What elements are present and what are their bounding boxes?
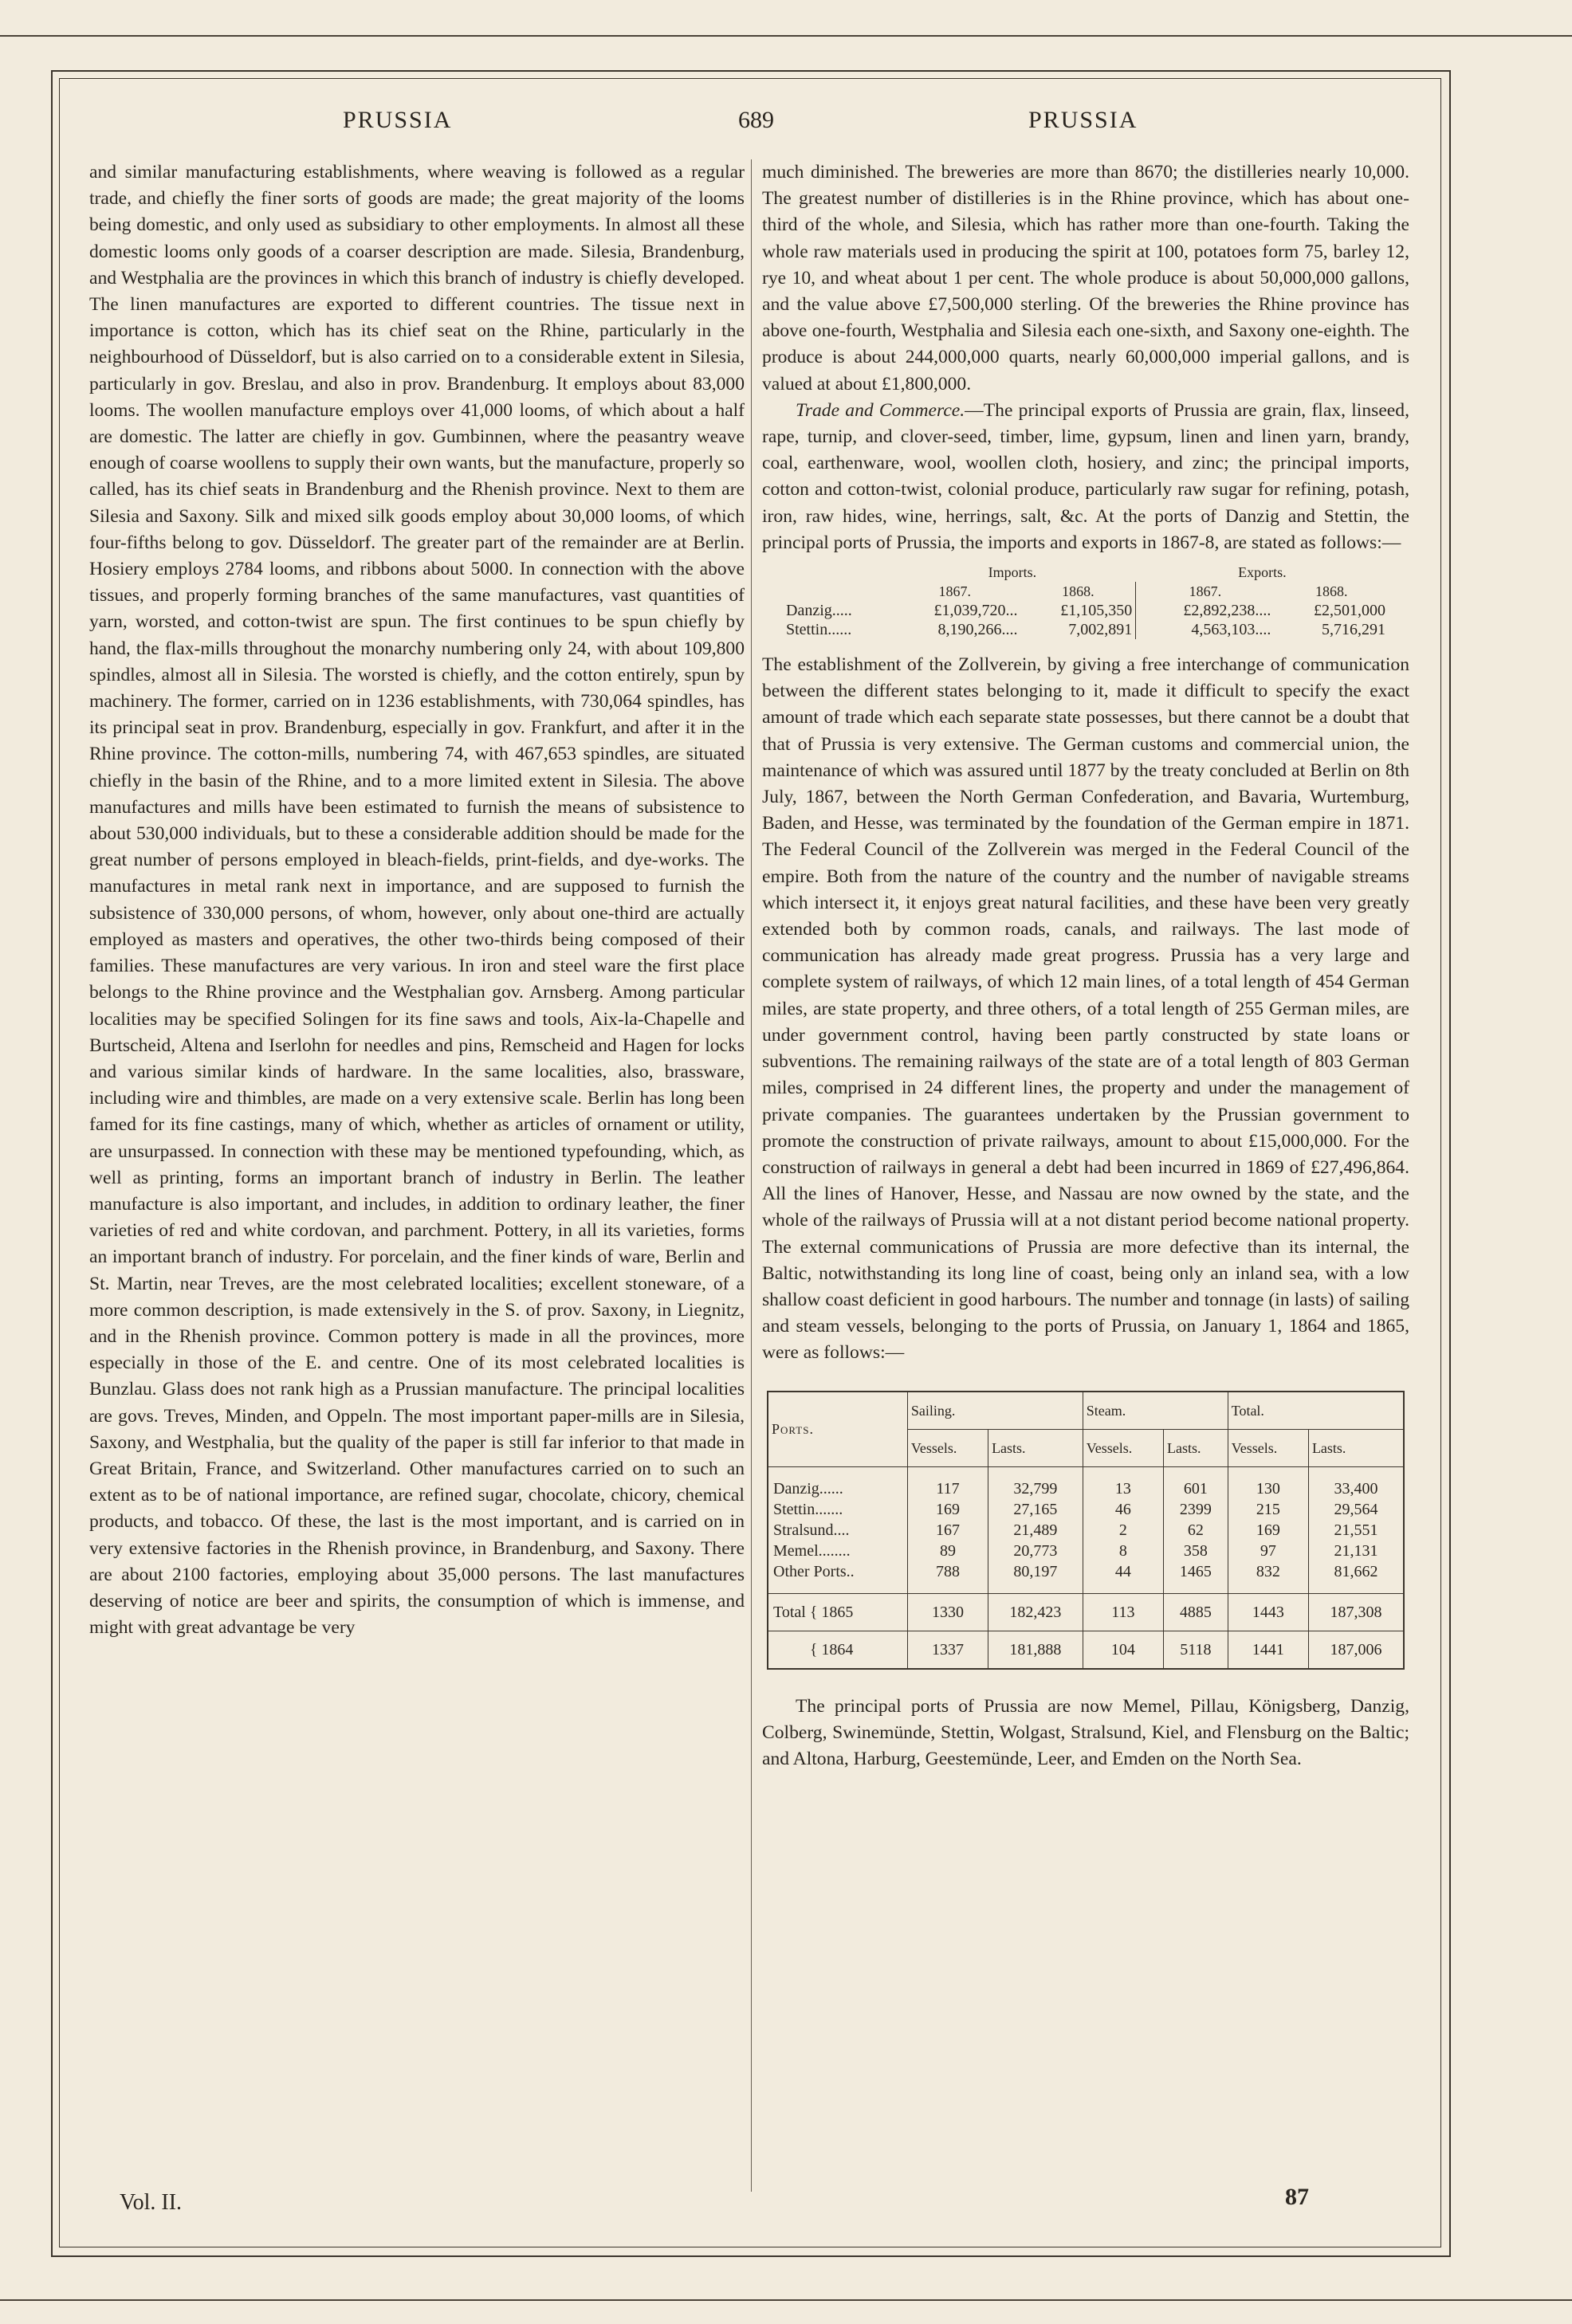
cell-value: 167 <box>907 1520 988 1541</box>
cell-value: 7,002,891 <box>1021 620 1136 639</box>
cell-value: £1,039,720... <box>933 602 1018 620</box>
imports-exports-table <box>783 563 1389 639</box>
cell-value: 358 <box>1164 1541 1228 1561</box>
cell-value: 27,165 <box>988 1499 1083 1520</box>
right-column <box>762 159 1409 1772</box>
cell-value: 4885 <box>1164 1593 1228 1631</box>
cell-value: 8 <box>1083 1541 1163 1561</box>
section-heading-trade: Trade and Commerce. <box>796 399 965 421</box>
imports-header: Imports. <box>988 564 1037 581</box>
total-row <box>768 1593 1404 1631</box>
cell-value: 1337 <box>907 1631 988 1669</box>
vessels-header: Vessels. <box>907 1429 988 1466</box>
cell-value: 182,423 <box>988 1593 1083 1631</box>
cell-value: 81,662 <box>1308 1561 1404 1594</box>
year-header: 1867. <box>1189 583 1222 600</box>
cell-value: 4,563,103.... <box>1191 621 1271 639</box>
table-row <box>768 1466 1404 1499</box>
shipping-table <box>767 1391 1405 1670</box>
table-row <box>768 1541 1404 1561</box>
port-name: Stettin....... <box>768 1499 907 1520</box>
cell-value: 33,400 <box>1308 1466 1404 1499</box>
port-name: Stralsund.... <box>768 1520 907 1541</box>
zollverein-paragraph: The establishment of the Zollverein, by giving a free interchange of communication between the different states belonging to it, made it difficult to specify the exact amount of trade which each separate state possesses, but there cannot be a doubt that that of Prussia is very extensive. The German customs and commercial union, the maintenance of which was assured until 1877 by the treaty concluded at Berlin on 8th July, 1867, between the North German Confederation, and Bavaria, Wurtemburg, Baden, and Hesse, was terminated by the foundation of the German empire in 1871. The Federal Council of the Zollverein was merged in the Federal Council of the empire. Both from the nature of the country and the number of navigable streams which intersect it, it enjoys great natural facilities, and these have been very greatly extended both by common roads, canals, and railways. The last mode of communication has already made great progress. Prussia has a very large and complete system of railways, of which 12 main lines, of a total length of 454 German miles, are state property, and three others, of a total length of 255 German miles, are under government control, having been partly constructed by state loans or subventions. The remaining railways of the state are of a total length of 803 German miles, comprised in 24 different lines, the property and under the management of private companies. The guarantees undertaken by the Prussian government to promote the construction of private railways, amount to about £15,000,000. For the construction of railways in general a debt had been incurred in 1869 of £27,496,864. All the lines of Hanover, Hesse, and Nassau are now owned by the state, and the whole of the railways of Prussia will at a not distant period become national property. The external communications of Prussia are more defective than its internal, the Baltic, notwithstanding its long line of coast, being only an inland sea, with a low shallow coast deficient in good harbours. The number and tonnage (in lasts) of sailing and steam vessels, belonging to the ports of Prussia, on January 1, 1864 and 1865, were as follows:— <box>762 654 1409 1364</box>
cell-value: 20,773 <box>988 1541 1083 1561</box>
column-divider <box>751 159 752 2192</box>
ports-header: Ports. <box>768 1392 907 1467</box>
cell-value: 832 <box>1228 1561 1308 1594</box>
left-paragraph: and similar manufacturing establishments, where weaving is followed as a regular trade, and chiefly the finer sorts of goods are made; the great majority of the looms being domestic, and only used as subsidiary to other employments. In almost all these domestic looms only goods of a coarser description are made. Silesia, Brandenburg, and Westphalia are the provinces in which this branch of industry is chiefly developed. The linen manufactures are exported to different countries. The tissue next in importance is cotton, which has its chief seat on the Rhine, particularly in the neighbourhood of Düsseldorf, but is also carried on to a considerable extent in Silesia, particularly in gov. Breslau, and also in prov. Brandenburg. It employs about 83,000 looms. The woollen manufacture employs over 41,000 looms, of which about a half are domestic. The latter are chiefly in gov. Gumbinnen, where the peasantry weave enough of coarse woollens to supply their own wants, but the manufacture, properly so called, has its chief seats in Brandenburg and the Rhenish province. Next to them are Silesia and Saxony. Silk and mixed silk goods employ about 30,000 looms, of which four-fifths belong to gov. Düsseldorf. The greater part of the remainder are at Berlin. Hosiery employs 2784 looms, and ribbons about 5000. In connection with the above tissues, and properly forming branches of the same manufactures, vast quantities of yarn, worsted, and cotton-twist are spun. The first continues to be spun chiefly by hand, the flax-mills throughout the monarchy numbering only 24, with about 109,800 spindles, almost all in Silesia. The worsted is chiefly, and the cotton entirely, spun by machinery. The former, carried on in 1236 establishments, with 730,064 spindles, has its principal seat in prov. Brandenburg, especially in gov. Frankfurt, and after it in the Rhine province. The cotton-mills, numbering 74, with 467,653 spindles, are situated chiefly in the basin of the Rhine, and to a more limited extent in Silesia. The above manufactures and mills have been estimated to furnish the means of subsistence to about 530,000 individuals, but to these a considerable addition should be made for the great number of persons employed in bleach-fields, print-fields, and dye-works. The manufactures in metal rank next in importance, and are supposed to furnish the subsistence of 330,000 persons, of whom, however, only about one-third are actually employed as masters and operatives, the other two-thirds being composed of their families. These manufactures are very various. In iron and steel ware the first place belongs to the Rhine province and the Westphalian gov. Arnsberg. Among particular localities may be specified Solingen for its fine saws and tools, Aix-la-Chapelle and Burtscheid, Altena and Iserlohn for needles and pins, Remscheid and Hagen for locks and various similar kinds of hardware. In the same localities, also, brassware, including wire and thimbles, are made on a very extensive scale. Berlin has long been famed for its fine castings, many of which, whether as articles of ornament or utility, are unsurpassed. In connection with these may be mentioned typefounding, which, as well as printing, forms an important branch of industry in Berlin. The leather manufacture is also important, and includes, in addition to ordinary leather, the finer varieties of red and white cordovan, and parchment. Pottery, in all its varieties, forms an important branch of industry. For porcelain, and the finer kinds of ware, Berlin and St. Martin, near Treves, are the most celebrated localities; excellent stoneware, of a more common description, is made extensively in the S. of prov. Saxony, in Liegnitz, and in the Rhenish province. Common pottery is made in all the provinces, more especially in those of the E. and centre. One of its most celebrated localities is Bunzlau. Glass does not rank high as a Prussian manufacture. The principal localities are govs. Treves, Minden, and Oppeln. The most important paper-mills are in Silesia, Saxony, and Westphalia, but the quality of the paper is still far inferior to that made in Great Britain, France, and Switzerland. Other manufactures carried on to such an extent as to be of national importance, are refined sugar, chocolate, chicory, chemical products, and tobacco. Of these, the last is the most important, and is carried on in very extensive factories in the Rhenish province, in Brandenburg, and Saxony. There are about 2100 factories, employing about 35,000 persons. The last manufactures deserving of notice are beer and spirits, the consumption of which is immense, and might with great advantage be very <box>89 162 745 1639</box>
port-name: Memel........ <box>768 1541 907 1561</box>
cell-value: 5118 <box>1164 1631 1228 1669</box>
total-year: 1865 <box>821 1603 854 1621</box>
trade-commerce-text: —The principal exports of Prussia are grain, flax, linseed, rape, turnip, and clover-seed, timber, lime, gypsum, linen and linen yarn, brandy, coal, earthenware, wool, woollen cloth, hosiery, and zinc; the principal imports, cotton and cotton-twist, colonial produce, particularly raw sugar for refining, potash, iron, raw hides, wine, herrings, salt, &c. At the ports of Danzig and Stettin, the principal ports of Prussia, the imports and exports in 1867-8, are stated as follows:— <box>762 399 1409 553</box>
cell-value: 1443 <box>1228 1593 1308 1631</box>
cell-value: 44 <box>1083 1561 1163 1594</box>
lasts-header: Lasts. <box>1164 1429 1228 1466</box>
port-name: Danzig...... <box>768 1466 907 1499</box>
cell-value: £2,501,000 <box>1314 602 1385 620</box>
cell-value: 788 <box>907 1561 988 1594</box>
total-word: Total <box>773 1603 806 1621</box>
total-year: 1864 <box>821 1640 854 1659</box>
cell-value: 32,799 <box>988 1466 1083 1499</box>
cell-value: 1441 <box>1228 1631 1308 1669</box>
cell-value: 187,006 <box>1308 1631 1404 1669</box>
breweries-paragraph: much diminished. The breweries are more than 8670; the distilleries nearly 10,000. The greatest number of distilleries is in the Rhine province, which has about one-third of the whole, and Silesia, which has rather more than one-fourth. Taking the whole raw materials used in producing the spirit at 100, potatoes form 75, barley 12, rye 10, and wheat about 1 per cent. The whole produce is about 50,000,000 gallons, and the value above £7,500,000 sterling. Of the breweries the Rhine province has above one-fourth, Westphalia and Silesia each one-sixth, and Saxony one-eighth. The produce is about 244,000,000 quarts, nearly 60,000,000 imperial gallons, and is valued at about £1,800,000. <box>762 162 1409 395</box>
total-label: Total { 1865 <box>768 1593 907 1631</box>
header-right-title: PRUSSIA <box>1028 107 1138 133</box>
steam-header: Steam. <box>1083 1392 1228 1430</box>
year-header: 1868. <box>1315 583 1348 600</box>
cell-value: 181,888 <box>988 1631 1083 1669</box>
table-row <box>783 620 1389 639</box>
cell-value: 97 <box>1228 1541 1308 1561</box>
header-left-title: PRUSSIA <box>343 107 453 133</box>
cell-value: 601 <box>1164 1466 1228 1499</box>
cell-value: 130 <box>1228 1466 1308 1499</box>
cell-value: 21,131 <box>1308 1541 1404 1561</box>
cell-value: 1465 <box>1164 1561 1228 1594</box>
port-name: Other Ports.. <box>768 1561 907 1594</box>
top-rule <box>0 35 1572 37</box>
cell-value: £1,105,350 <box>1021 601 1136 620</box>
total-header: Total. <box>1228 1392 1404 1430</box>
cell-value: 80,197 <box>988 1561 1083 1594</box>
year-header: 1867. <box>938 583 971 600</box>
cell-value: 104 <box>1083 1631 1163 1669</box>
cell-value: 29,564 <box>1308 1499 1404 1520</box>
cell-value: 62 <box>1164 1520 1228 1541</box>
cell-value: 2 <box>1083 1520 1163 1541</box>
bottom-rule <box>0 2299 1572 2301</box>
table-row <box>783 601 1389 620</box>
total-label: { 1864 <box>768 1631 907 1669</box>
cell-value: 89 <box>907 1541 988 1561</box>
page-number: 689 <box>738 107 774 133</box>
left-column <box>89 159 745 1641</box>
sailing-header: Sailing. <box>907 1392 1083 1430</box>
cell-value: 46 <box>1083 1499 1163 1520</box>
lasts-header: Lasts. <box>988 1429 1083 1466</box>
table-row <box>768 1561 1404 1594</box>
vessels-header: Vessels. <box>1228 1429 1308 1466</box>
principal-ports-paragraph: The principal ports of Prussia are now Memel, Pillau, Königsberg, Danzig, Colberg, Swinemünde, Stettin, Wolgast, Stralsund, Kiel, and Flensburg on the Baltic; and Altona, Harburg, Geestemünde, Leer, and Emden on the North Sea. <box>762 1695 1409 1769</box>
cell-value: £2,892,238.... <box>1183 602 1271 620</box>
cell-value: 215 <box>1228 1499 1308 1520</box>
port-name: Stettin...... <box>786 621 852 639</box>
year-header: 1868. <box>1021 582 1136 601</box>
cell-value: 117 <box>907 1466 988 1499</box>
port-name: Danzig..... <box>786 602 852 620</box>
cell-value: 21,551 <box>1308 1520 1404 1541</box>
cell-value: 113 <box>1083 1593 1163 1631</box>
cell-value: 5,716,291 <box>1322 621 1385 639</box>
table-row <box>768 1520 1404 1541</box>
cell-value: 13 <box>1083 1466 1163 1499</box>
cell-value: 2399 <box>1164 1499 1228 1520</box>
vessels-header: Vessels. <box>1083 1429 1163 1466</box>
cell-value: 1330 <box>907 1593 988 1631</box>
cell-value: 169 <box>1228 1520 1308 1541</box>
cell-value: 187,308 <box>1308 1593 1404 1631</box>
cell-value: 8,190,266.... <box>937 621 1018 639</box>
exports-header: Exports. <box>1238 564 1287 581</box>
volume-label: Vol. II. <box>120 2190 183 2215</box>
cell-value: 21,489 <box>988 1520 1083 1541</box>
signature-mark: 87 <box>1285 2184 1309 2210</box>
running-header <box>80 107 1419 142</box>
lasts-header: Lasts. <box>1308 1429 1404 1466</box>
total-row <box>768 1631 1404 1669</box>
cell-value: 169 <box>907 1499 988 1520</box>
trade-commerce-paragraph <box>762 398 1409 556</box>
table-row <box>768 1499 1404 1520</box>
